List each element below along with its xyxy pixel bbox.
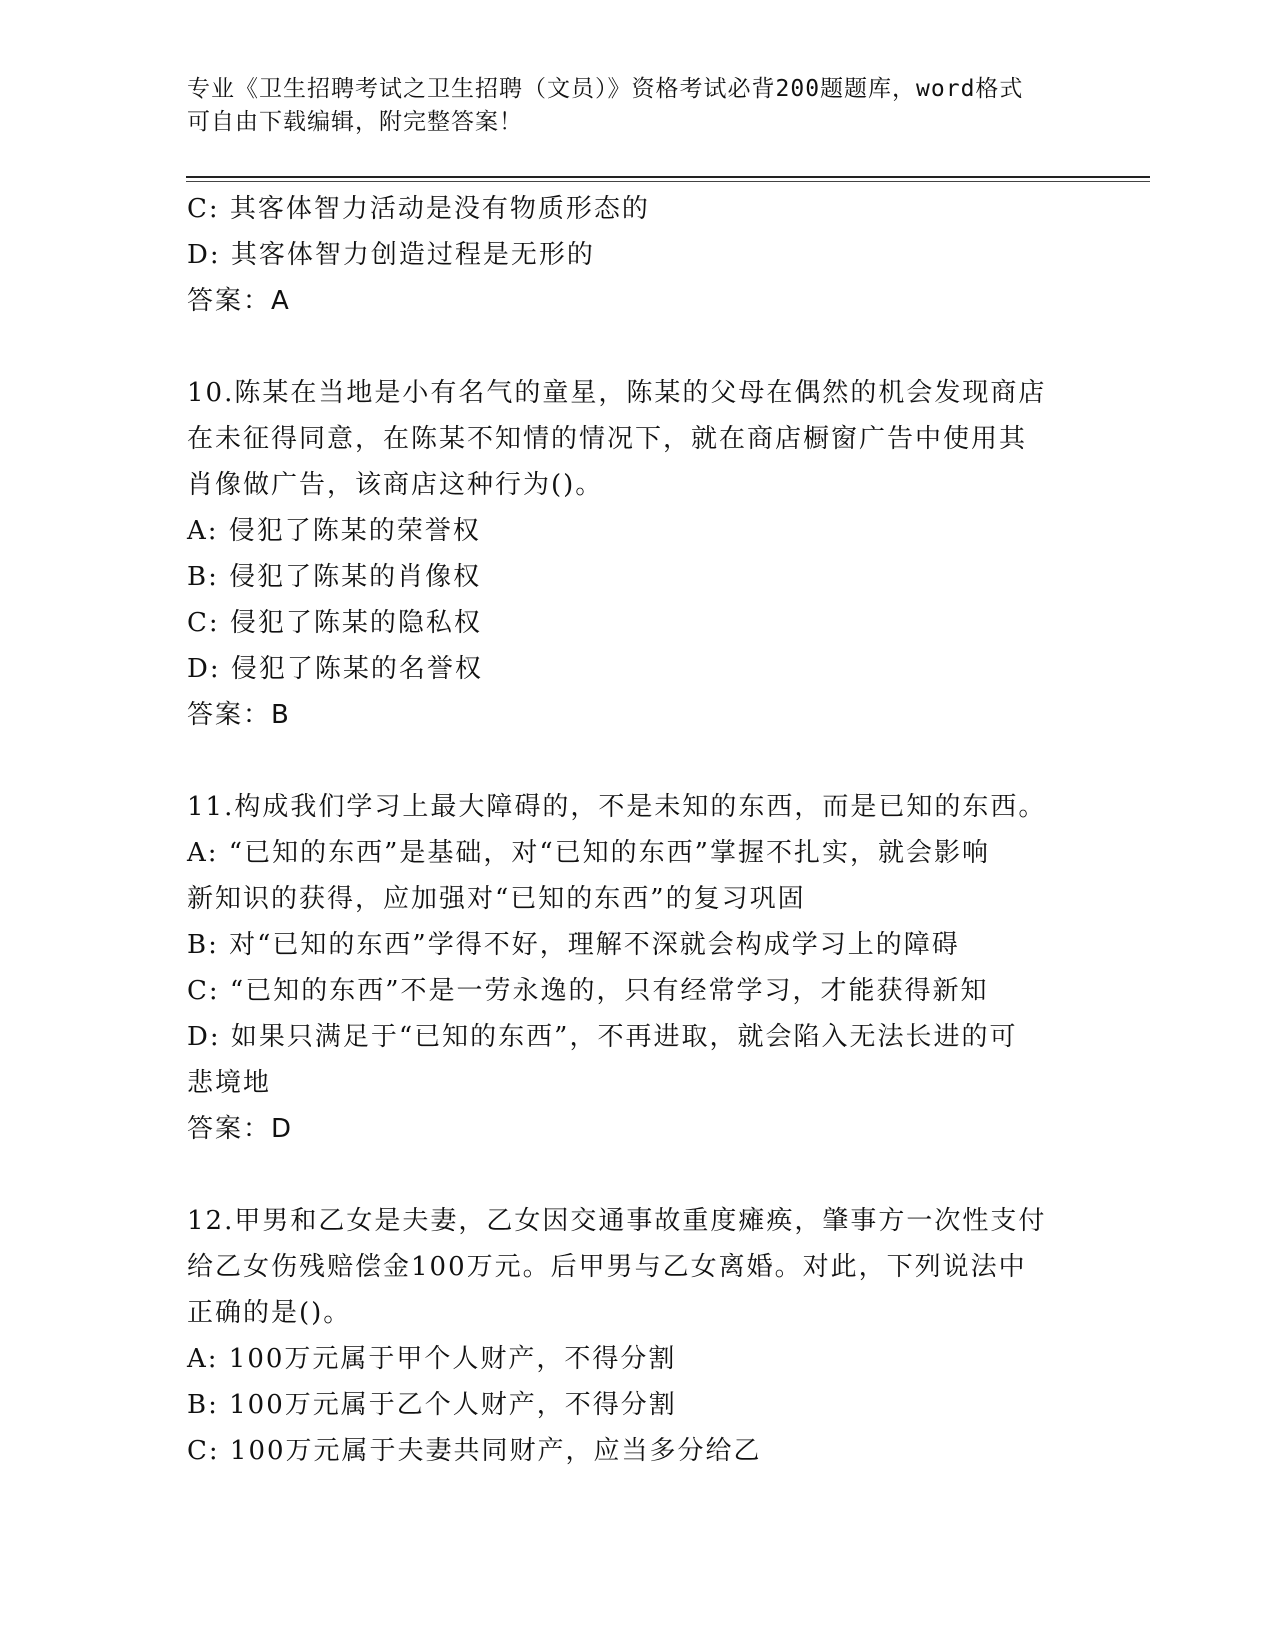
option-d: D: 其客体智力创造过程是无形的 bbox=[187, 240, 595, 270]
option-a: A: “已知的东西”是基础，对“已知的东西”掌握不扎实，就会影响 bbox=[187, 838, 990, 868]
option-c: C: 侵犯了陈某的隐私权 bbox=[187, 608, 482, 638]
option-d: D: 如果只满足于“已知的东西”，不再进取，就会陷入无法长进的可 bbox=[187, 1022, 1018, 1052]
option-c: C: 100万元属于夫妻共同财产，应当多分给乙 bbox=[187, 1436, 762, 1466]
option-d-continued: 悲境地 bbox=[187, 1068, 272, 1098]
question-stem: 正确的是()。 bbox=[187, 1298, 352, 1328]
option-c: C: “已知的东西”不是一劳永逸的，只有经常学习，才能获得新知 bbox=[187, 976, 989, 1006]
question-stem: 12.甲男和乙女是夫妻，乙女因交通事故重度瘫痪，肇事方一次性支付 bbox=[187, 1206, 1047, 1236]
header-title-line: 专业《卫生招聘考试之卫生招聘（文员）》资格考试必背200题题库，word格式 bbox=[187, 76, 1024, 102]
option-b: B: 对“已知的东西”学得不好，理解不深就会构成学习上的障碍 bbox=[187, 930, 960, 960]
question-10 bbox=[187, 370, 1087, 738]
question-list bbox=[187, 186, 1087, 1474]
question-stem: 肖像做广告，该商店这种行为()。 bbox=[187, 470, 604, 500]
header-subtitle-line: 可自由下载编辑，附完整答案！ bbox=[187, 109, 523, 135]
question-stem: 10.陈某在当地是小有名气的童星，陈某的父母在偶然的机会发现商店 bbox=[187, 378, 1047, 408]
question-12 bbox=[187, 1198, 1087, 1474]
answer-line: 答案：B bbox=[187, 700, 291, 730]
question-stem: 给乙女伤残赔偿金100万元。后甲男与乙女离婚。对此，下列说法中 bbox=[187, 1252, 1027, 1282]
option-c: C: 其客体智力活动是没有物质形态的 bbox=[187, 194, 650, 224]
option-a: A: 100万元属于甲个人财产，不得分割 bbox=[187, 1344, 677, 1374]
question-11 bbox=[187, 784, 1087, 1152]
answer-line: 答案：A bbox=[187, 286, 291, 316]
option-a-continued: 新知识的获得，应加强对“已知的东西”的复习巩固 bbox=[187, 884, 806, 914]
question-stem: 在未征得同意，在陈某不知情的情况下，就在商店橱窗广告中使用其 bbox=[187, 424, 1028, 454]
question-9-tail bbox=[187, 186, 1087, 324]
option-a: A: 侵犯了陈某的荣誉权 bbox=[187, 516, 481, 546]
answer-line: 答案：D bbox=[187, 1114, 294, 1144]
question-stem: 11.构成我们学习上最大障碍的，不是未知的东西，而是已知的东西。 bbox=[187, 792, 1047, 822]
option-d: D: 侵犯了陈某的名誉权 bbox=[187, 654, 483, 684]
header-divider bbox=[186, 176, 1150, 178]
option-b: B: 侵犯了陈某的肖像权 bbox=[187, 562, 482, 592]
document-header bbox=[187, 73, 1067, 139]
option-b: B: 100万元属于乙个人财产，不得分割 bbox=[187, 1390, 677, 1420]
header-divider-thin bbox=[186, 181, 1150, 182]
